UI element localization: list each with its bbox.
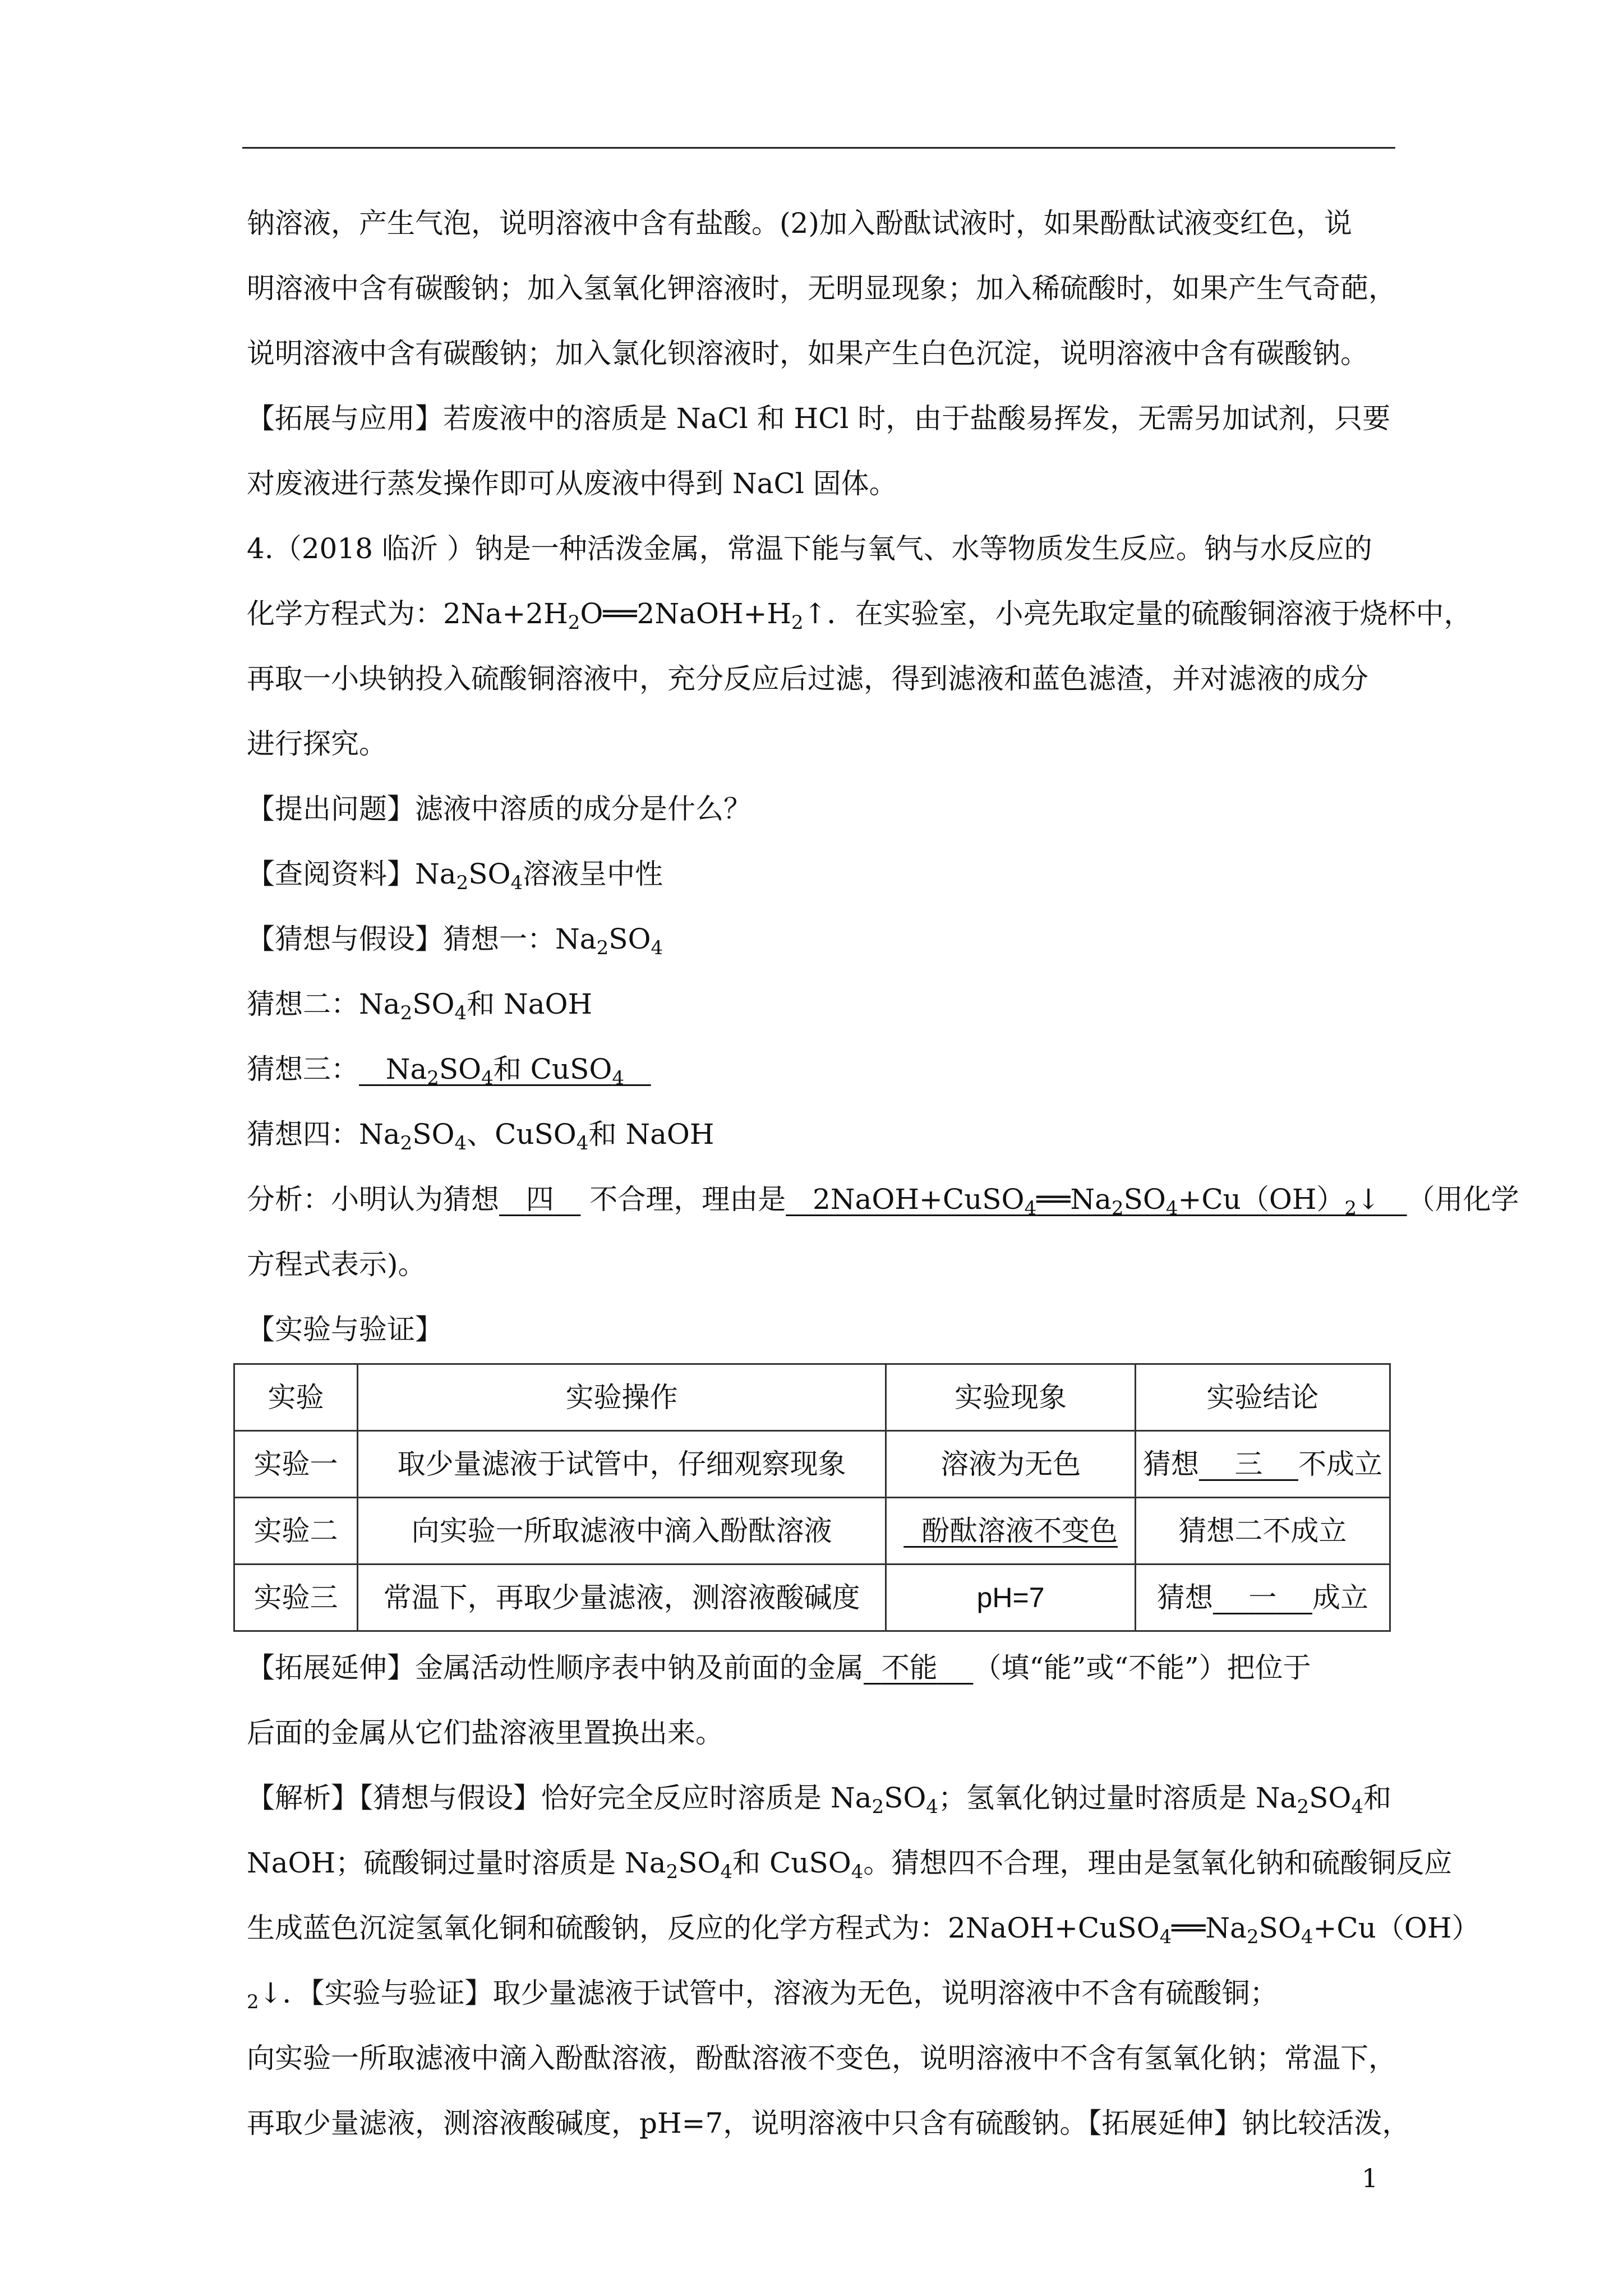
table-header: 实验现象 [886, 1364, 1136, 1431]
page-number: 1 [1362, 2163, 1378, 2193]
table-cell: 实验三 [234, 1565, 358, 1631]
solution-line: $_2$↓．【实验与验证】取少量滤液于试管中，溶液为无色，说明溶液中不含有硫酸铜； [247, 1977, 1278, 2013]
text-line: 后面的金属从它们盐溶液里置换出来。 [247, 1717, 723, 1749]
hypothesis-2: 猜想二：$Na_2SO_4$和 NaOH [247, 988, 593, 1024]
hypothesis-1: 【猜想与假设】猜想一：$Na_2SO_4$ [247, 923, 663, 959]
text-line: 钠溶液，产生气泡，说明溶液中含有盐酸。(2)加入酚酞试液时，如果酚酞试液变红色，说 [247, 207, 1352, 240]
table-cell: 常温下，再取少量滤液，测溶液酸碱度 [357, 1565, 886, 1631]
table-cell: 猜想 三 不成立 [1135, 1431, 1390, 1498]
question-heading: 【提出问题】滤液中溶质的成分是什么？ [247, 793, 751, 825]
experiment-table [233, 1363, 1391, 1632]
document-body [247, 191, 1519, 2156]
table-row [234, 1431, 1390, 1498]
table-cell: 取少量滤液于试管中，仔细观察现象 [357, 1431, 886, 1498]
question-4-intro: 4.（2018 临沂 ）钠是一种活泼金属，常温下能与氧气、水等物质发生反应。钠与水反应的 [247, 532, 1372, 565]
table-header: 实验操作 [357, 1364, 886, 1431]
answer-blank: 四 [525, 1183, 554, 1216]
extension-line: 【拓展延伸】金属活动性顺序表中钠及前面的金属 不能 （填“能”或“不能”）把位于 [247, 1651, 1311, 1684]
table-cell: 实验一 [234, 1431, 358, 1498]
equation-line: 化学方程式为：$2Na+2H_2O══2NaOH+H_2↑$．在实验室，小亮先取定量的硫酸铜溶液于烧杯中， [247, 597, 1472, 634]
table-row [234, 1498, 1390, 1565]
table-header: 实验 [234, 1364, 358, 1431]
table-header-row [234, 1364, 1390, 1431]
text-line: 对废液进行蒸发操作即可从废液中得到 NaCl 固体。 [247, 467, 897, 500]
answer-blank: 一 [1248, 1581, 1277, 1614]
analysis-line: 分析：小明认为猜想 四 不合理，理由是 $2NaOH+CuSO_4══Na_2SO_4+Cu(OH)_2↓$ （用化学 [247, 1183, 1519, 1220]
header-rule [242, 147, 1395, 149]
table-cell: 实验二 [234, 1498, 358, 1565]
answer-blank: 三 [1234, 1448, 1263, 1480]
text-line: 【拓展与应用】若废液中的溶质是 NaCl 和 HCl 时，由于盐酸易挥发，无需另加试剂，只要 [247, 402, 1391, 435]
hypothesis-3: 猜想三： $Na_2SO_4$和 CuSO$_4$ [247, 1037, 1402, 1102]
text-line: 方程式表示)。 [247, 1248, 426, 1281]
solution-line: 向实验一所取滤液中滴入酚酞溶液，酚酞溶液不变色，说明溶液中不含有氢氧化钠；常温下， [247, 2042, 1396, 2074]
table-cell: 溶液为无色 [886, 1431, 1136, 1498]
solution-line: NaOH；硫酸铜过量时溶质是 $Na_2SO_4$和 CuSO$_4$。猜想四不合理，理由是氢氧化钠和硫酸铜反应 [247, 1847, 1453, 1883]
experiment-heading: 【实验与验证】 [247, 1313, 443, 1346]
table-cell: 猜想 一 成立 [1135, 1565, 1390, 1631]
table-cell: 猜想二不成立 [1135, 1498, 1390, 1565]
text-line: 进行探究。 [247, 728, 387, 760]
reference-line: 【查阅资料】$Na_2SO_4$溶液呈中性 [247, 858, 663, 894]
table-cell [886, 1498, 1136, 1565]
solution-line: 【解析】【猜想与假设】恰好完全反应时溶质是 $Na_2SO_4$；氢氧化钠过量时溶质是 $Na_2SO_4$和 [247, 1782, 1391, 1818]
table-cell: pH=7 [886, 1565, 1136, 1631]
text-line: 明溶液中含有碳酸钠；加入氢氧化钾溶液时，无明显现象；加入稀硫酸时，如果产生气奇葩， [247, 272, 1396, 305]
hypothesis-4: 猜想四：$Na_2SO_4$、CuSO$_4$和 NaOH [247, 1118, 714, 1154]
text-line: 说明溶液中含有碳酸钠；加入氯化钡溶液时，如果产生白色沉淀，说明溶液中含有碳酸钠。 [247, 337, 1368, 370]
answer-blank: 酚酞溶液不变色 [921, 1515, 1118, 1547]
solution-line: 再取少量滤液，测溶液酸碱度，pH=7，说明溶液中只含有硫酸钠。【拓展延伸】钠比较活泼， [247, 2107, 1410, 2139]
text-line: 再取一小块钠投入硫酸铜溶液中，充分反应后过滤，得到滤液和蓝色滤渣，并对滤液的成分 [247, 662, 1368, 695]
answer-blank: 不能 [881, 1651, 938, 1684]
table-row [234, 1565, 1390, 1631]
solution-line: 生成蓝色沉淀氢氧化铜和硫酸钠，反应的化学方程式为：$2NaOH+CuSO_4══Na_2SO_4+Cu(OH)$ [247, 1912, 1480, 1948]
answer-blank: $2NaOH+CuSO_4══Na_2SO_4+Cu(OH)_2↓$ [812, 1183, 1380, 1220]
table-header: 实验结论 [1135, 1364, 1390, 1431]
answer-blank: $Na_2SO_4$和 CuSO$_4$ [385, 1053, 625, 1089]
table-cell: 向实验一所取滤液中滴入酚酞溶液 [357, 1498, 886, 1565]
